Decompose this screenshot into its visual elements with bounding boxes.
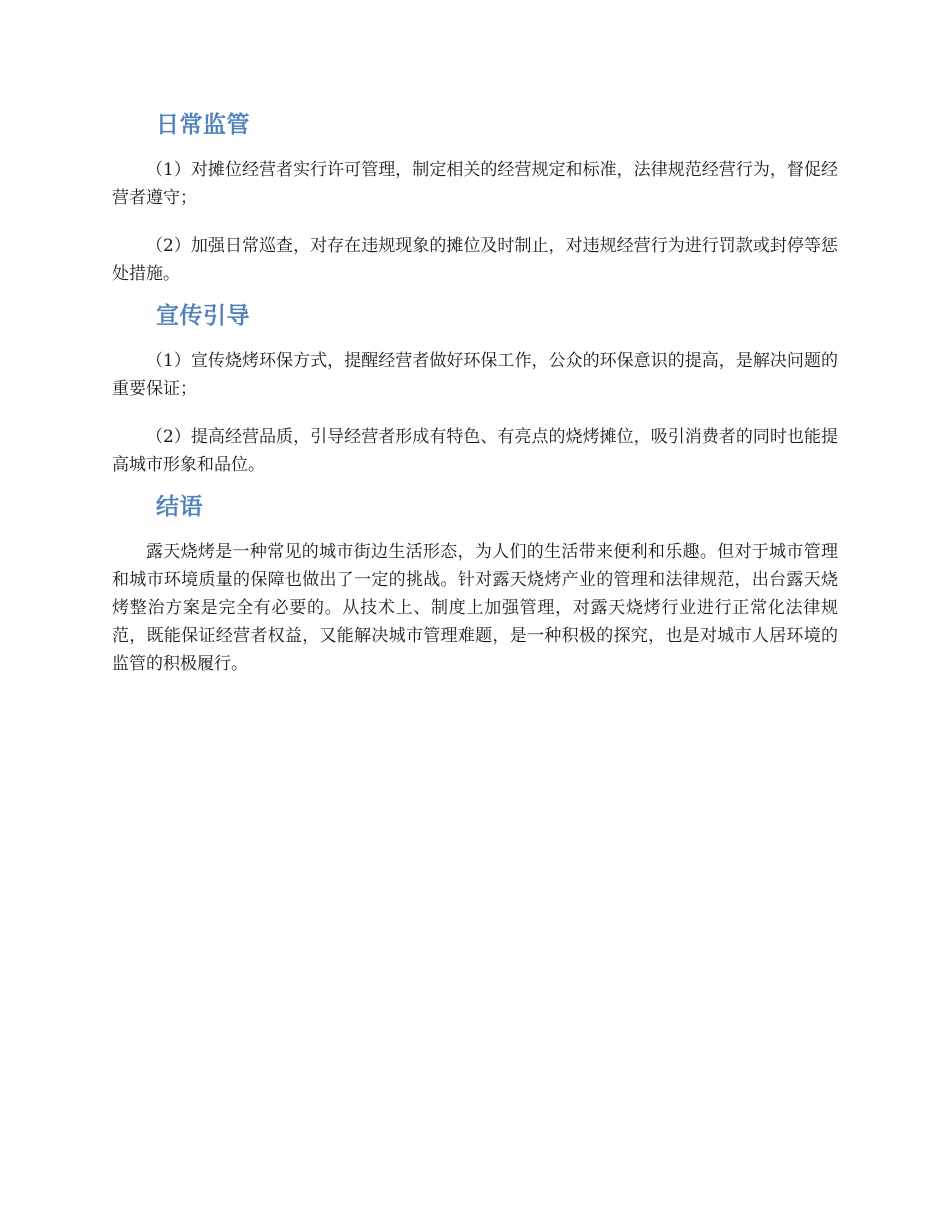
section-daily-supervision [112, 108, 838, 288]
paragraph: 露天烧烤是一种常见的城市街边生活形态，为人们的生活带来便利和乐趣。但对于城市管理和城市环境质量的保障也做出了一定的挑战。针对露天烧烤产业的管理和法律规范，出台露天烧烤整治方案是完全有必要的。从技术上、制度上加强管理，对露天烧烤行业进行正常化法律规范，既能保证经营者权益，又能解决城市管理难题，是一种积极的探究，也是对城市人居环境的监管的积极履行。 [112, 542, 838, 674]
document-body [112, 108, 838, 689]
section-heading: 宣传引导 [156, 303, 250, 329]
section-conclusion [112, 490, 838, 678]
section-heading: 日常监管 [156, 112, 250, 138]
paragraph: （2）提高经营品质，引导经营者形成有特色、有亮点的烧烤摊位，吸引消费者的同时也能提高城市形象和品位。 [112, 427, 838, 475]
paragraph: （1）对摊位经营者实行许可管理，制定相关的经营规定和标准，法律规范经营行为，督促经营者遵守； [112, 160, 838, 208]
section-heading: 结语 [156, 494, 203, 520]
section-publicity-guidance [112, 299, 838, 479]
paragraph: （2）加强日常巡查，对存在违规现象的摊位及时制止，对违规经营行为进行罚款或封停等惩处措施。 [112, 236, 838, 284]
paragraph: （1）宣传烧烤环保方式，提醒经营者做好环保工作，公众的环保意识的提高，是解决问题的重要保证； [112, 351, 838, 399]
